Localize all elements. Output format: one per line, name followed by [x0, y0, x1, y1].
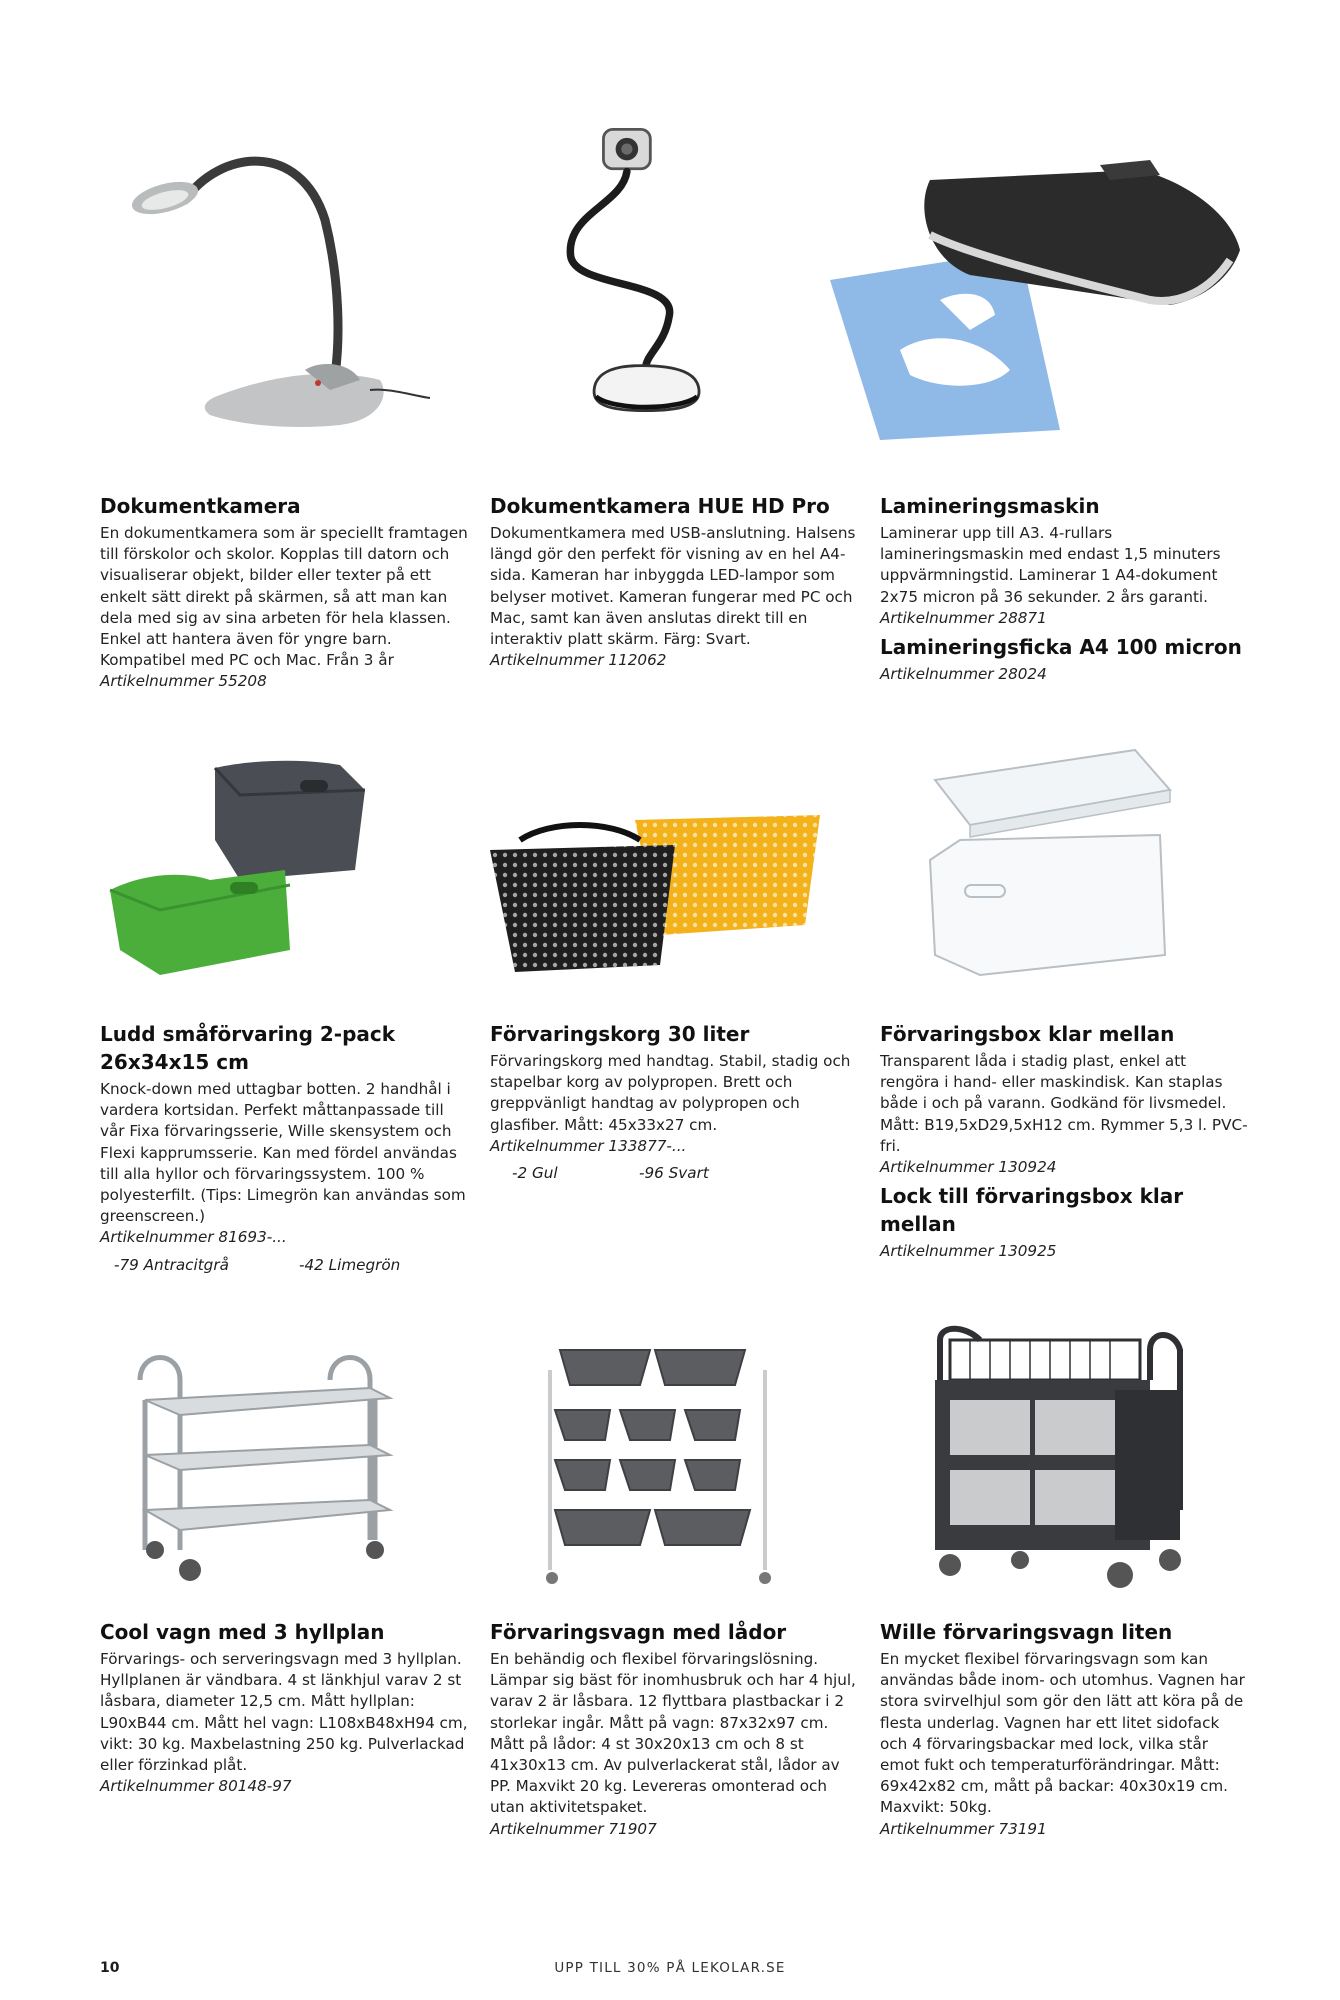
- variant-option: -79 Antracitgrå: [114, 1255, 229, 1274]
- article-number: Artikelnummer 81693-...: [100, 1228, 287, 1247]
- product-image-bin-cart: [540, 1340, 780, 1600]
- product-image-hue-camera: [480, 120, 830, 420]
- product-title: Dokumentkamera HUE HD Pro: [490, 494, 830, 518]
- felt-storage-illustration: [100, 740, 400, 980]
- product-image-serving-cart: [130, 1340, 420, 1600]
- baskets-illustration: [480, 800, 830, 980]
- accessory-article-number: Artikelnummer 130925: [880, 1242, 1057, 1261]
- product-description: Dokumentkamera med USB-anslutning. Halsens längd gör den perfekt för visning av en hel A4-sida. Kameran har inbyggda LED-lampor som belyser motivet. Kameran fungerar med PC och Mac, samt kan även anslutas direkt till en interaktiv platt skärm. Färg: Svart.: [490, 524, 856, 649]
- document-camera-illustration: [90, 140, 440, 440]
- product-title: Dokumentkamera: [100, 494, 301, 518]
- article-number: Artikelnummer 55208: [100, 672, 267, 691]
- product-card: [490, 1618, 860, 1840]
- product-title: Ludd småförvaring 2-pack 26x34x15 cm: [100, 1022, 396, 1074]
- hue-camera-illustration: [480, 120, 830, 420]
- serving-cart-illustration: [130, 1340, 420, 1600]
- accessory-article-number: Artikelnummer 28024: [880, 665, 1047, 684]
- variant-option: -42 Limegrön: [299, 1255, 401, 1274]
- bin-cart-illustration: [540, 1340, 780, 1600]
- product-title: Lamineringsmaskin: [880, 494, 1100, 518]
- product-description: En behändig och flexibel förvaringslösning. Lämpar sig bäst för inomhusbruk och har 4 hjul, varav 2 är låsbara. 12 flyttbara plastbackar i 2 storlekar ingår. Mått på vagn: 87x32x97 cm. Mått på lådor: 4 st 30x20x13 cm och 8 st 41x30x13 cm. Av pulverlackerat stål, lådor av PP. Maxvikt 20 kg. Levereras omonterad och utan aktivitetspaket.: [490, 1650, 856, 1817]
- wille-cart-illustration: [920, 1320, 1200, 1600]
- product-image-laminator: [820, 140, 1240, 440]
- variant-option: -96 Svart: [639, 1164, 709, 1183]
- product-image-wille-cart: [920, 1320, 1200, 1600]
- article-number: Artikelnummer 112062: [490, 651, 667, 670]
- clear-box-illustration: [920, 740, 1190, 980]
- accessory-title: Lock till förvaringsbox klar mellan: [880, 1184, 1184, 1237]
- article-number: Artikelnummer 130924: [880, 1158, 1057, 1177]
- product-card: [100, 492, 470, 693]
- product-description: Förvaringskorg med handtag. Stabil, stadig och stapelbar korg av polypropen. Brett och greppvänligt handtag av polypropen och glasfiber. Mått: 45x33x27 cm.: [490, 1052, 851, 1134]
- product-image-clear-box: [920, 740, 1190, 980]
- product-description: En mycket flexibel förvaringsvagn som kan användas både inom- och utomhus. Vagnen har stora svirvelhjul som gör den lätt att köra på de flesta underlag. Vagnen har ett litet sidofack och 4 förvaringsbackar med lock, vilka står emot fukt och temperaturförändringar. Mått: 69x42x82 cm, mått på backar: 40x30x19 cm. Maxvikt: 50kg.: [880, 1650, 1245, 1817]
- laminator-illustration: [820, 140, 1240, 440]
- product-title: Cool vagn med 3 hyllplan: [100, 1620, 385, 1644]
- product-title: Förvaringsbox klar mellan: [880, 1022, 1175, 1046]
- variant-list: [114, 1255, 470, 1276]
- product-image-felt-storage: [100, 740, 400, 980]
- product-description: En dokumentkamera som är speciellt framtagen till förskolor och skolor. Kopplas till datorn och visualiserar objekt, bilder eller texter på ett enkelt sätt direkt på skärmen, så att man kan dela med sig av sina arbeten för hela klassen. Enkel att hantera även för yngre barn. Kompatibel med PC och Mac. Från 3 år: [100, 524, 468, 670]
- product-title: Wille förvaringsvagn liten: [880, 1620, 1173, 1644]
- accessory-title: Lamineringsficka A4 100 micron: [880, 635, 1242, 660]
- product-image-document-camera: [90, 140, 440, 440]
- page-number: 10: [100, 1960, 120, 1976]
- product-card: [880, 1020, 1250, 1262]
- variant-option: -2 Gul: [512, 1164, 558, 1183]
- article-number: Artikelnummer 73191: [880, 1819, 1047, 1838]
- article-number: Artikelnummer 71907: [490, 1819, 657, 1838]
- product-card: [100, 1618, 470, 1797]
- product-card: [490, 492, 860, 671]
- product-title: Förvaringsvagn med lådor: [490, 1620, 787, 1644]
- product-card: [490, 1020, 860, 1184]
- article-number: Artikelnummer 28871: [880, 608, 1047, 627]
- footer-promo-text: UPP TILL 30% PÅ LEKOLAR.SE: [554, 1960, 786, 1976]
- product-description: Laminerar upp till A3. 4-rullars lamineringsmaskin med endast 1,5 minuters uppvärmningstid. Laminerar 1 A4-dokument 2x75 micron på 36 sekunder. 2 års garanti.: [880, 524, 1221, 606]
- product-description: Knock-down med uttagbar botten. 2 handhål i vardera kortsidan. Perfekt måttanpassade till vår Fixa förvaringsserie, Wille skensystem och Flexi kapprumsserie. Kan med fördel användas till alla hyllor och förvaringssystem. 100 % polyesterfilt. (Tips: Limegrön kan användas som greenscreen.): [100, 1080, 466, 1226]
- product-title: Förvaringskorg 30 liter: [490, 1022, 750, 1046]
- article-number: Artikelnummer 133877-...: [490, 1136, 687, 1155]
- product-card: [100, 1020, 470, 1276]
- product-card: [880, 492, 1250, 685]
- product-description: Transparent låda i stadig plast, enkel att rengöra i hand- eller maskindisk. Kan staplas både i och på varann. Godkänd för livsmedel. Mått: B19,5xD29,5xH12 cm. Rymmer 5,3 l. PVC-fri.: [880, 1052, 1248, 1155]
- variant-list: [512, 1163, 860, 1184]
- article-number: Artikelnummer 80148-97: [100, 1777, 292, 1796]
- product-image-baskets: [480, 800, 830, 980]
- product-card: [880, 1618, 1250, 1840]
- product-description: Förvarings- och serveringsvagn med 3 hyllplan. Hyllplanen är vändbara. 4 st länkhjul varav 2 st låsbara, diameter 12,5 cm. Mått hyllplan: L90xB44 cm. Mått hel vagn: L108xB48xH94 cm, vikt: 30 kg. Maxbelastning 250 kg. Pulverlackad eller förzinkad plåt.: [100, 1650, 468, 1775]
